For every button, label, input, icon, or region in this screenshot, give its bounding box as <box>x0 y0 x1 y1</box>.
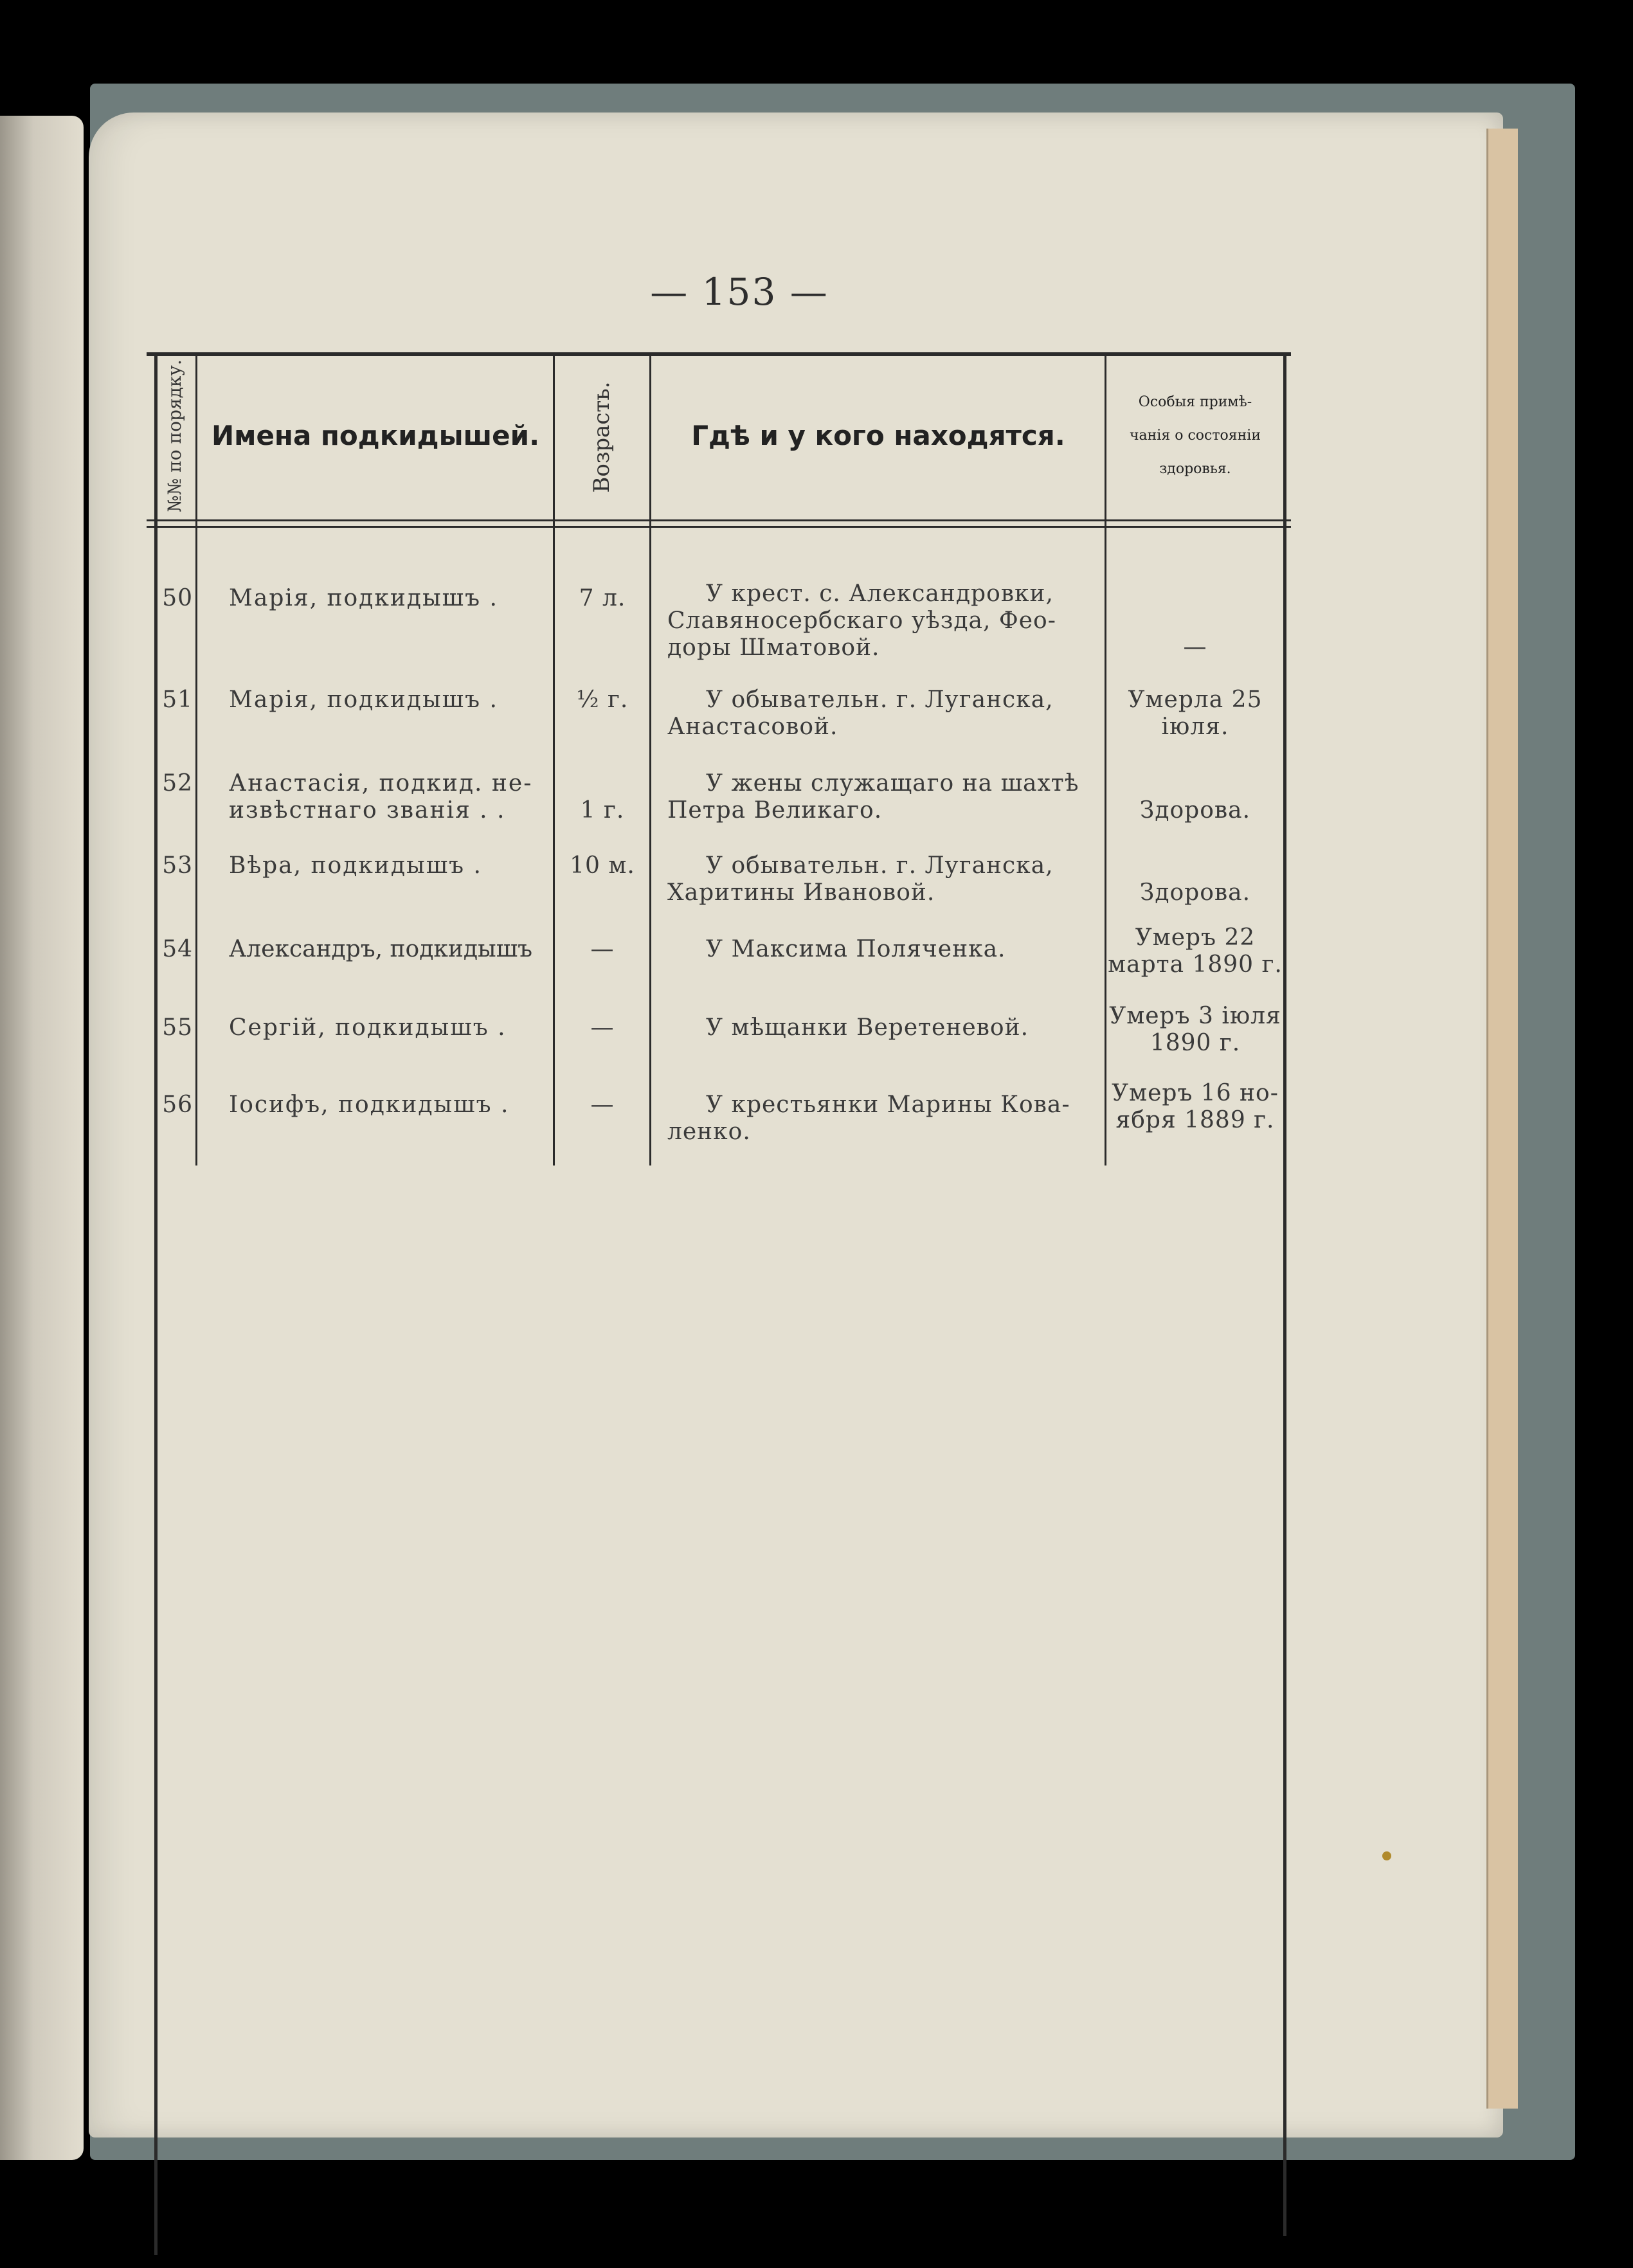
header-age: Возрасть. <box>589 381 615 493</box>
row-54-note-2: марта 1890 г. <box>1108 951 1283 978</box>
row-50-where-2: Славяносербскаго уѣзда, Фео- <box>667 608 1056 634</box>
row-51-note-2: іюля. <box>1161 714 1229 740</box>
row-50-where-3: доры Шматовой. <box>667 634 880 661</box>
header-bottom-border <box>147 519 1291 521</box>
row-51-note-1: Умерла 25 <box>1128 687 1263 713</box>
col-sep-1 <box>195 352 197 1166</box>
row-52-name-1: Анастасія, подкид. не- <box>229 770 533 797</box>
row-56-number: 56 <box>162 1092 193 1118</box>
header-bottom-border-2 <box>147 526 1291 528</box>
header-notes-line-1: Особыя примѣ- <box>1138 394 1252 410</box>
row-52-note: Здорова. <box>1139 797 1251 824</box>
row-56-where-2: ленко. <box>667 1119 751 1145</box>
row-54-note-1: Умеръ 22 <box>1135 924 1256 951</box>
row-55-number: 55 <box>162 1014 193 1041</box>
row-51-age: ½ г. <box>576 687 629 713</box>
table-top-border <box>147 352 1291 356</box>
row-56-age: — <box>590 1092 615 1118</box>
row-54-where: У Максима Поляченка. <box>706 936 1006 962</box>
page-edge-strip <box>1486 129 1518 2109</box>
header-notes-line-3: здоровья. <box>1159 461 1231 477</box>
col-sep-2 <box>553 352 555 1166</box>
row-55-note-1: Умеръ 3 іюля <box>1109 1003 1281 1029</box>
row-53-where-1: У обывательн. г. Луганска, <box>706 852 1054 879</box>
col-sep-3 <box>649 352 651 1166</box>
header-where: Гдѣ и у кого находятся. <box>691 420 1065 451</box>
header-notes-line-2: чанія о состояніи <box>1129 428 1261 444</box>
row-55-where: У мѣщанки Веретеневой. <box>706 1014 1029 1041</box>
row-54-number: 54 <box>162 936 193 962</box>
row-53-where-2: Харитины Ивановой. <box>667 879 935 906</box>
row-53-note: Здорова. <box>1139 879 1251 906</box>
row-52-number: 52 <box>162 770 193 797</box>
foundlings-table <box>147 352 1291 2268</box>
row-50-number: 50 <box>162 585 193 611</box>
paper-stain <box>1382 1851 1391 1860</box>
row-52-age: 1 г. <box>580 797 625 824</box>
row-56-note-2: ября 1889 г. <box>1115 1107 1275 1133</box>
row-50-name: Марія, подкидышъ . <box>229 585 498 611</box>
row-56-note-1: Умеръ 16 но- <box>1112 1080 1279 1106</box>
row-53-name: Вѣра, подкидышъ . <box>229 852 482 879</box>
row-54-age: — <box>590 936 615 962</box>
table-right-border <box>1283 352 1286 2236</box>
row-52-where-2: Петра Великаго. <box>667 797 883 824</box>
header-number: №№ по порядку. <box>164 359 185 512</box>
row-50-age: 7 л. <box>579 585 626 611</box>
table-left-border <box>154 352 158 2255</box>
row-50-where-1: У крест. с. Александровки, <box>706 580 1054 607</box>
row-55-name: Сергій, подкидышъ . <box>229 1014 507 1041</box>
row-53-number: 53 <box>162 852 193 879</box>
row-52-where-1: У жены служащаго на шахтѣ <box>706 770 1079 797</box>
row-56-name: Іосифъ, подкидышъ . <box>229 1092 510 1118</box>
row-50-note: — <box>1183 634 1207 660</box>
row-56-where-1: У крестьянки Марины Кова- <box>706 1092 1070 1118</box>
header-name: Имена подкидышей. <box>211 420 540 451</box>
page-number: — 153 — <box>650 270 829 314</box>
previous-page-edge <box>0 116 84 2160</box>
row-53-age: 10 м. <box>570 852 635 879</box>
row-51-where-2: Анастасовой. <box>667 714 838 740</box>
row-55-age: — <box>590 1014 615 1041</box>
row-52-name-2: извѣстнаго званія . . <box>229 797 506 824</box>
row-51-name: Марія, подкидышъ . <box>229 687 498 713</box>
row-51-where-1: У обывательн. г. Луганска, <box>706 687 1054 713</box>
row-55-note-2: 1890 г. <box>1150 1030 1241 1056</box>
row-54-name: Александръ, подкидышъ <box>229 936 533 962</box>
col-sep-4 <box>1105 352 1106 1166</box>
row-51-number: 51 <box>162 687 193 713</box>
